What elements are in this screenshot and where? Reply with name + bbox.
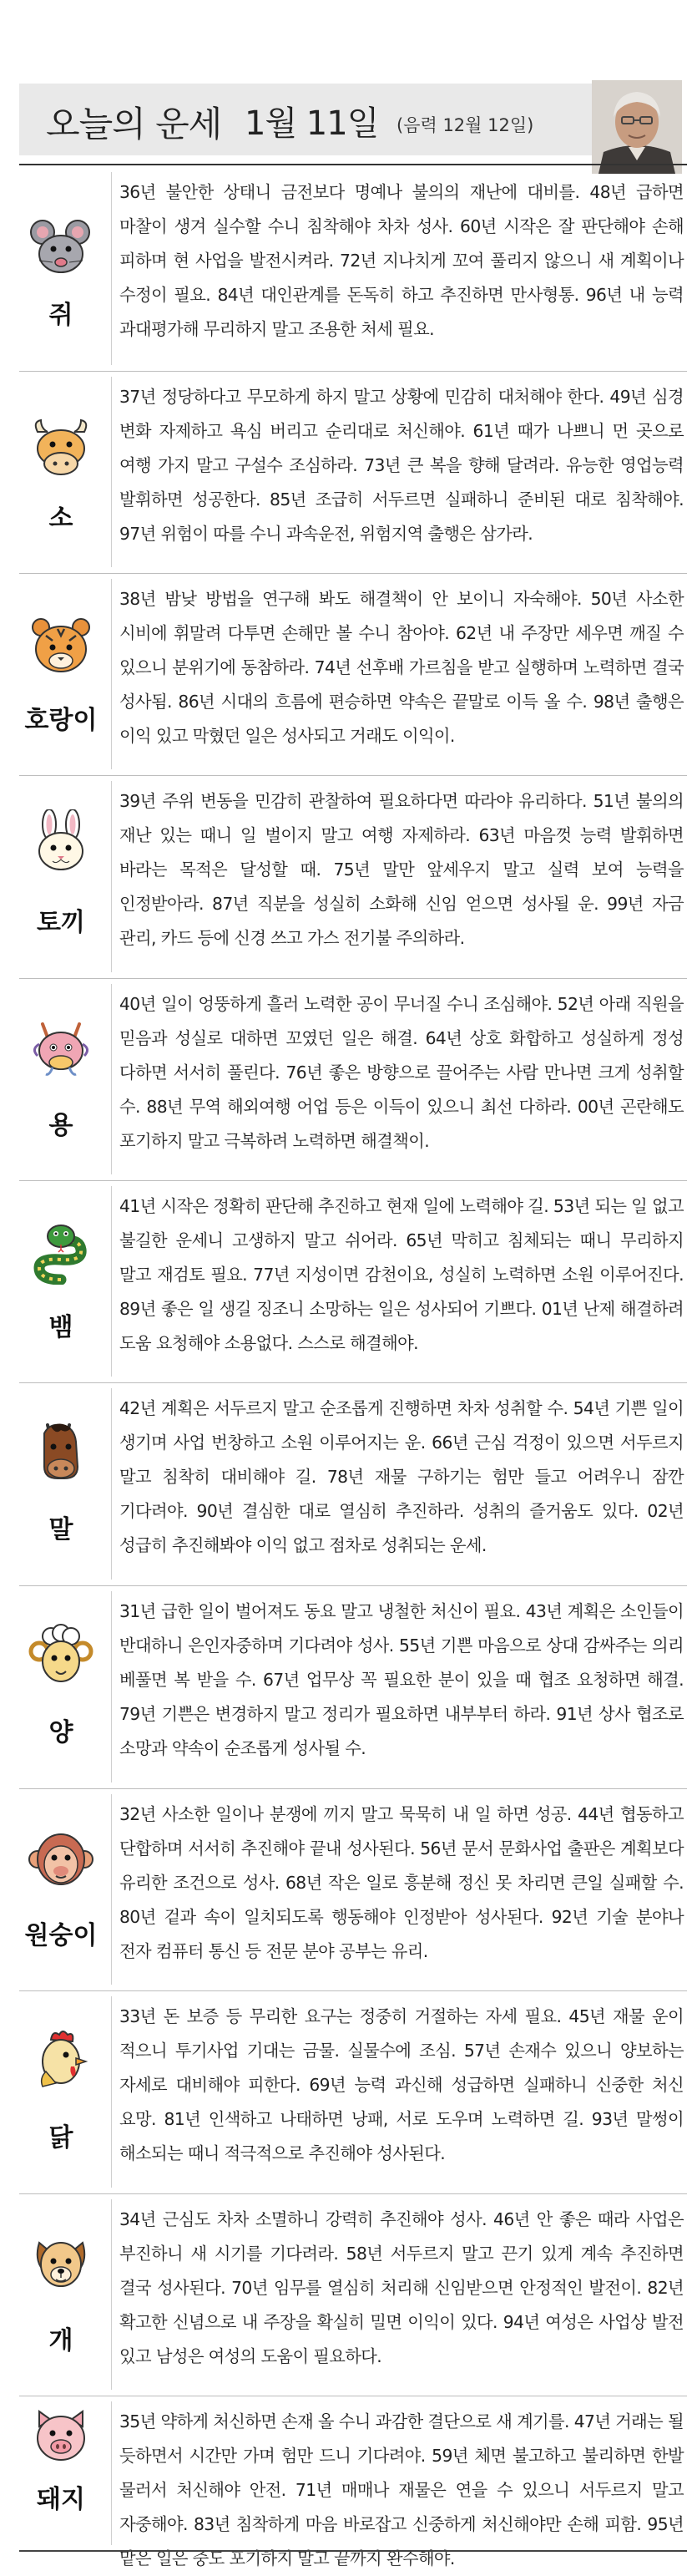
rabbit-icon <box>28 809 94 875</box>
fortune-row-sheep <box>19 1586 687 1789</box>
fortune-text-sheep: 31년 급한 일이 벌어져도 동요 말고 냉철한 처신이 필요. 43년 계획은 소인들이 반대하니 은인자중하며 기다려야 성사. 55년 기쁜 마음으로 상대 감싸주는 의리 베풀면 복 받을 수. 67년 업무상 꼭 필요한 분이 있을 때 협조 요청하면 해결. 79년 기쁜은 변경하지 말고 정리가 필요하면 내부부터 하라. 91년 상사 협조로 소망과 약속이 순조롭게 성사될 수. <box>119 1601 684 1758</box>
page-title: 오늘의 운세 <box>46 104 222 145</box>
dragon-icon <box>28 1016 94 1081</box>
monkey-icon <box>28 1828 94 1893</box>
animal-name-dragon: 용 <box>48 1111 73 1140</box>
rat-icon <box>28 216 94 281</box>
animal-name-monkey: 원숭이 <box>24 1921 98 1950</box>
fortune-text-dragon: 40년 일이 엉뚱하게 흘러 노력한 공이 무너질 수니 조심해야. 52년 아래 직원을 믿음과 성실로 대하면 꼬였던 일은 해결. 64년 상호 화합하고 성실하게 정성 다하면 서서히 풀린다. 76년 좋은 방향으로 끌어주는 사람 만나면 크게 성취할 수. 88년 무역 해외여행 어업 등은 이득이 있으니 최선 다하라. 00년 곤란해도 포기하지 말고 극복하려 노력하면 해결책이. <box>119 994 684 1151</box>
fortune-row-snake <box>19 1181 687 1383</box>
page-date: 1월 11일 <box>245 104 379 143</box>
fortune-row-ox <box>19 372 687 574</box>
fortune-row-pig <box>19 2396 687 2568</box>
fortune-row-dog <box>19 2194 687 2396</box>
snake-icon <box>28 1220 94 1285</box>
ox-icon <box>28 417 94 482</box>
animal-name-rooster: 닭 <box>48 2123 73 2153</box>
sheep-icon <box>28 1623 94 1688</box>
header-rule <box>19 164 687 165</box>
fortune-text-tiger: 38년 밤낮 방법을 연구해 봐도 해결책이 안 보이니 자숙해야. 50년 사소한 시비에 휘말려 다투면 손해만 볼 수니 참아야. 62년 내 주장만 세우면 깨질 수 있으니 분위기에 동참하라. 74년 선후배 가르침을 받고 실행하며 노력하면 결국 성사됨. 86년 시대의 흐름에 편승하면 약속은 끝말로 이득 올 수. 98년 출행은 이익 있고 막혔던 일은 성사되고 거래도 이익이. <box>119 589 684 746</box>
fortune-row-rat <box>19 167 687 372</box>
fortune-text-horse: 42년 계획은 서두르지 말고 순조롭게 진행하면 차차 성취할 수. 54년 기쁜 일이 생기며 사업 번창하고 소원 이루어지는 운. 66년 근심 걱정이 있으면 서두르지 말고 침착히 대비해야 길. 78년 재물 구하기는 험만 들고 어려우니 잠깐 기다려야. 90년 결심한 대로 열심히 추진하라. 성취의 즐거움도 있다. 02년 성급히 추진해봐야 이익 없고 점차로 성취되는 운세. <box>119 1398 684 1555</box>
animal-name-dog: 개 <box>48 2326 73 2355</box>
fortune-text-ox: 37년 정당하다고 무모하게 하지 말고 상황에 민감히 대처해야 한다. 49년 심경 변화 자제하고 욕심 버리고 순리대로 처신해야. 61년 때가 나쁘니 먼 곳으로 여행 가지 말고 구설수 조심하라. 73년 큰 복을 향해 달려라. 유능한 영업능력 발휘하면 성공한다. 85년 조급히 서두르면 실패하니 준비된 대로 침착해야. 97년 위험이 따를 수니 과속운전, 위험지역 출행은 삼가라. <box>119 387 684 544</box>
fortune-page <box>19 0 687 2568</box>
fortune-row-dragon <box>19 979 687 1181</box>
author-portrait <box>592 80 682 174</box>
fortune-row-rabbit <box>19 776 687 979</box>
rooster-icon <box>28 2028 94 2093</box>
fortune-text-rabbit: 39년 주위 변동을 민감히 관찰하여 필요하다면 따라야 유리하다. 51년 불의의 재난 있는 때니 일 벌이지 말고 여행 자제하라. 63년 마음껏 능력 발휘하면 바라는 목적은 달성할 때. 75년 말만 앞세우지 말고 실력 보여 능력을 인정받아라. 87년 직분을 성실히 소화해 신임 얻으면 성사될 운. 99년 자금 관리, 카드 등에 신경 쓰고 가스 전기불 주의하라. <box>119 791 684 948</box>
fortune-row-horse <box>19 1383 687 1586</box>
animal-name-rat: 쥐 <box>48 301 73 330</box>
fortune-row-monkey <box>19 1789 687 1991</box>
horse-icon <box>28 1417 94 1482</box>
fortune-text-rooster: 33년 돈 보증 등 무리한 요구는 정중히 거절하는 자세 필요. 45년 재물 운이 적으니 투기사업 기대는 금물. 실물수에 조심. 57년 손재수 있으니 양보하는 자세로 대비해야 피한다. 69년 능력 과신해 성급하면 실패하니 신중한 처신 요망. 81년 인색하고 나태하면 낭패, 서로 도우며 노력하면 길. 93년 말썽이 해소되는 때니 적극적으로 추진해야 성사된다. <box>119 2006 684 2163</box>
pig-icon <box>28 2403 94 2468</box>
animal-name-snake: 뱀 <box>48 1313 73 1342</box>
animal-name-tiger: 호랑이 <box>24 706 98 735</box>
fortune-text-rat: 36년 불안한 상태니 금전보다 명예나 불의의 재난에 대비를. 48년 급하면 마찰이 생겨 실수할 수니 침착해야 차차 성사. 60년 시작은 잘 판단해야 손해 피하며 현 사업을 발전시켜라. 72년 지나치게 꼬여 풀리지 않으니 새 계획이나 수정이 필요. 84년 대인관계를 돈독히 하고 추진하면 만사형통. 96년 내 능력 과대평가해 무리하지 말고 조용한 처세 필요. <box>119 182 684 339</box>
dog-icon <box>28 2231 94 2296</box>
lunar-date: (음력 12월 12일) <box>396 115 534 135</box>
fortune-text-monkey: 32년 사소한 일이나 분쟁에 끼지 말고 묵묵히 내 일 하면 성공. 44년 협동하고 단합하며 서서히 추진해야 끝내 성사된다. 56년 문서 문화사업 출판은 계획보다 유리한 조건으로 성사. 68년 작은 일로 흥분해 정신 못 차리면 큰일 실패할 수. 80년 겉과 속이 일치되도록 행동해야 인정받아 성사된다. 92년 기술 분야나 전자 컴퓨터 통신 등 전문 분야 공부는 유리. <box>119 1804 684 1961</box>
fortune-text-dog: 34년 근심도 차차 소멸하니 강력히 추진해야 성사. 46년 안 좋은 때라 사업은 부진하니 새 시기를 기다려라. 58년 서두르지 말고 끈기 있게 계속 추진하면 결국 성사된다. 70년 임무를 열심히 처리해 신임받으면 안정적인 발전이. 82년 확고한 신념으로 내 주장을 확실히 밀면 이익이 있다. 94년 여성은 사업상 발전 있고 남성은 여성의 도움이 필요하다. <box>119 2209 684 2366</box>
fortune-text-snake: 41년 시작은 정확히 판단해 추진하고 현재 일에 노력해야 길. 53년 되는 일 없고 불길한 운세니 고생하지 말고 쉬어라. 65년 막히고 침체되는 때니 무리하지 말고 재검토 필요. 77년 지성이면 감천이요, 성실히 노력하면 소원 이루어진다. 89년 좋은 일 생길 징조니 소망하는 일은 성사되어 기쁘다. 01년 난제 해결하려 도움 요청해야 소용없다. 스스로 해결해야. <box>119 1196 684 1353</box>
animal-name-rabbit: 토끼 <box>37 908 85 937</box>
fortune-text-pig: 35년 약하게 처신하면 손재 올 수니 과감한 결단으로 새 계기를. 47년 거래는 될 듯하면서 시간만 가며 험만 드니 기다려야. 59년 체면 불고하고 불리하면 한발 물러서 처신해야 안전. 71년 매매나 재물은 연을 수 있으니 서두르지 말고 자중해야. 83년 침착하게 마음 바로잡고 신중하게 처신해야만 손해 피함. 95년 맡은 일은 중도 포기하지 말고 끝까지 완수해야. <box>119 2411 684 2568</box>
animal-name-pig: 돼지 <box>37 2485 85 2514</box>
fortune-row-rooster <box>19 1991 687 2194</box>
animal-name-horse: 말 <box>48 1515 73 1544</box>
header <box>19 0 687 167</box>
animal-name-ox: 소 <box>48 504 73 533</box>
tiger-icon <box>28 614 94 679</box>
animal-name-sheep: 양 <box>48 1718 73 1747</box>
fortune-row-tiger <box>19 574 687 776</box>
